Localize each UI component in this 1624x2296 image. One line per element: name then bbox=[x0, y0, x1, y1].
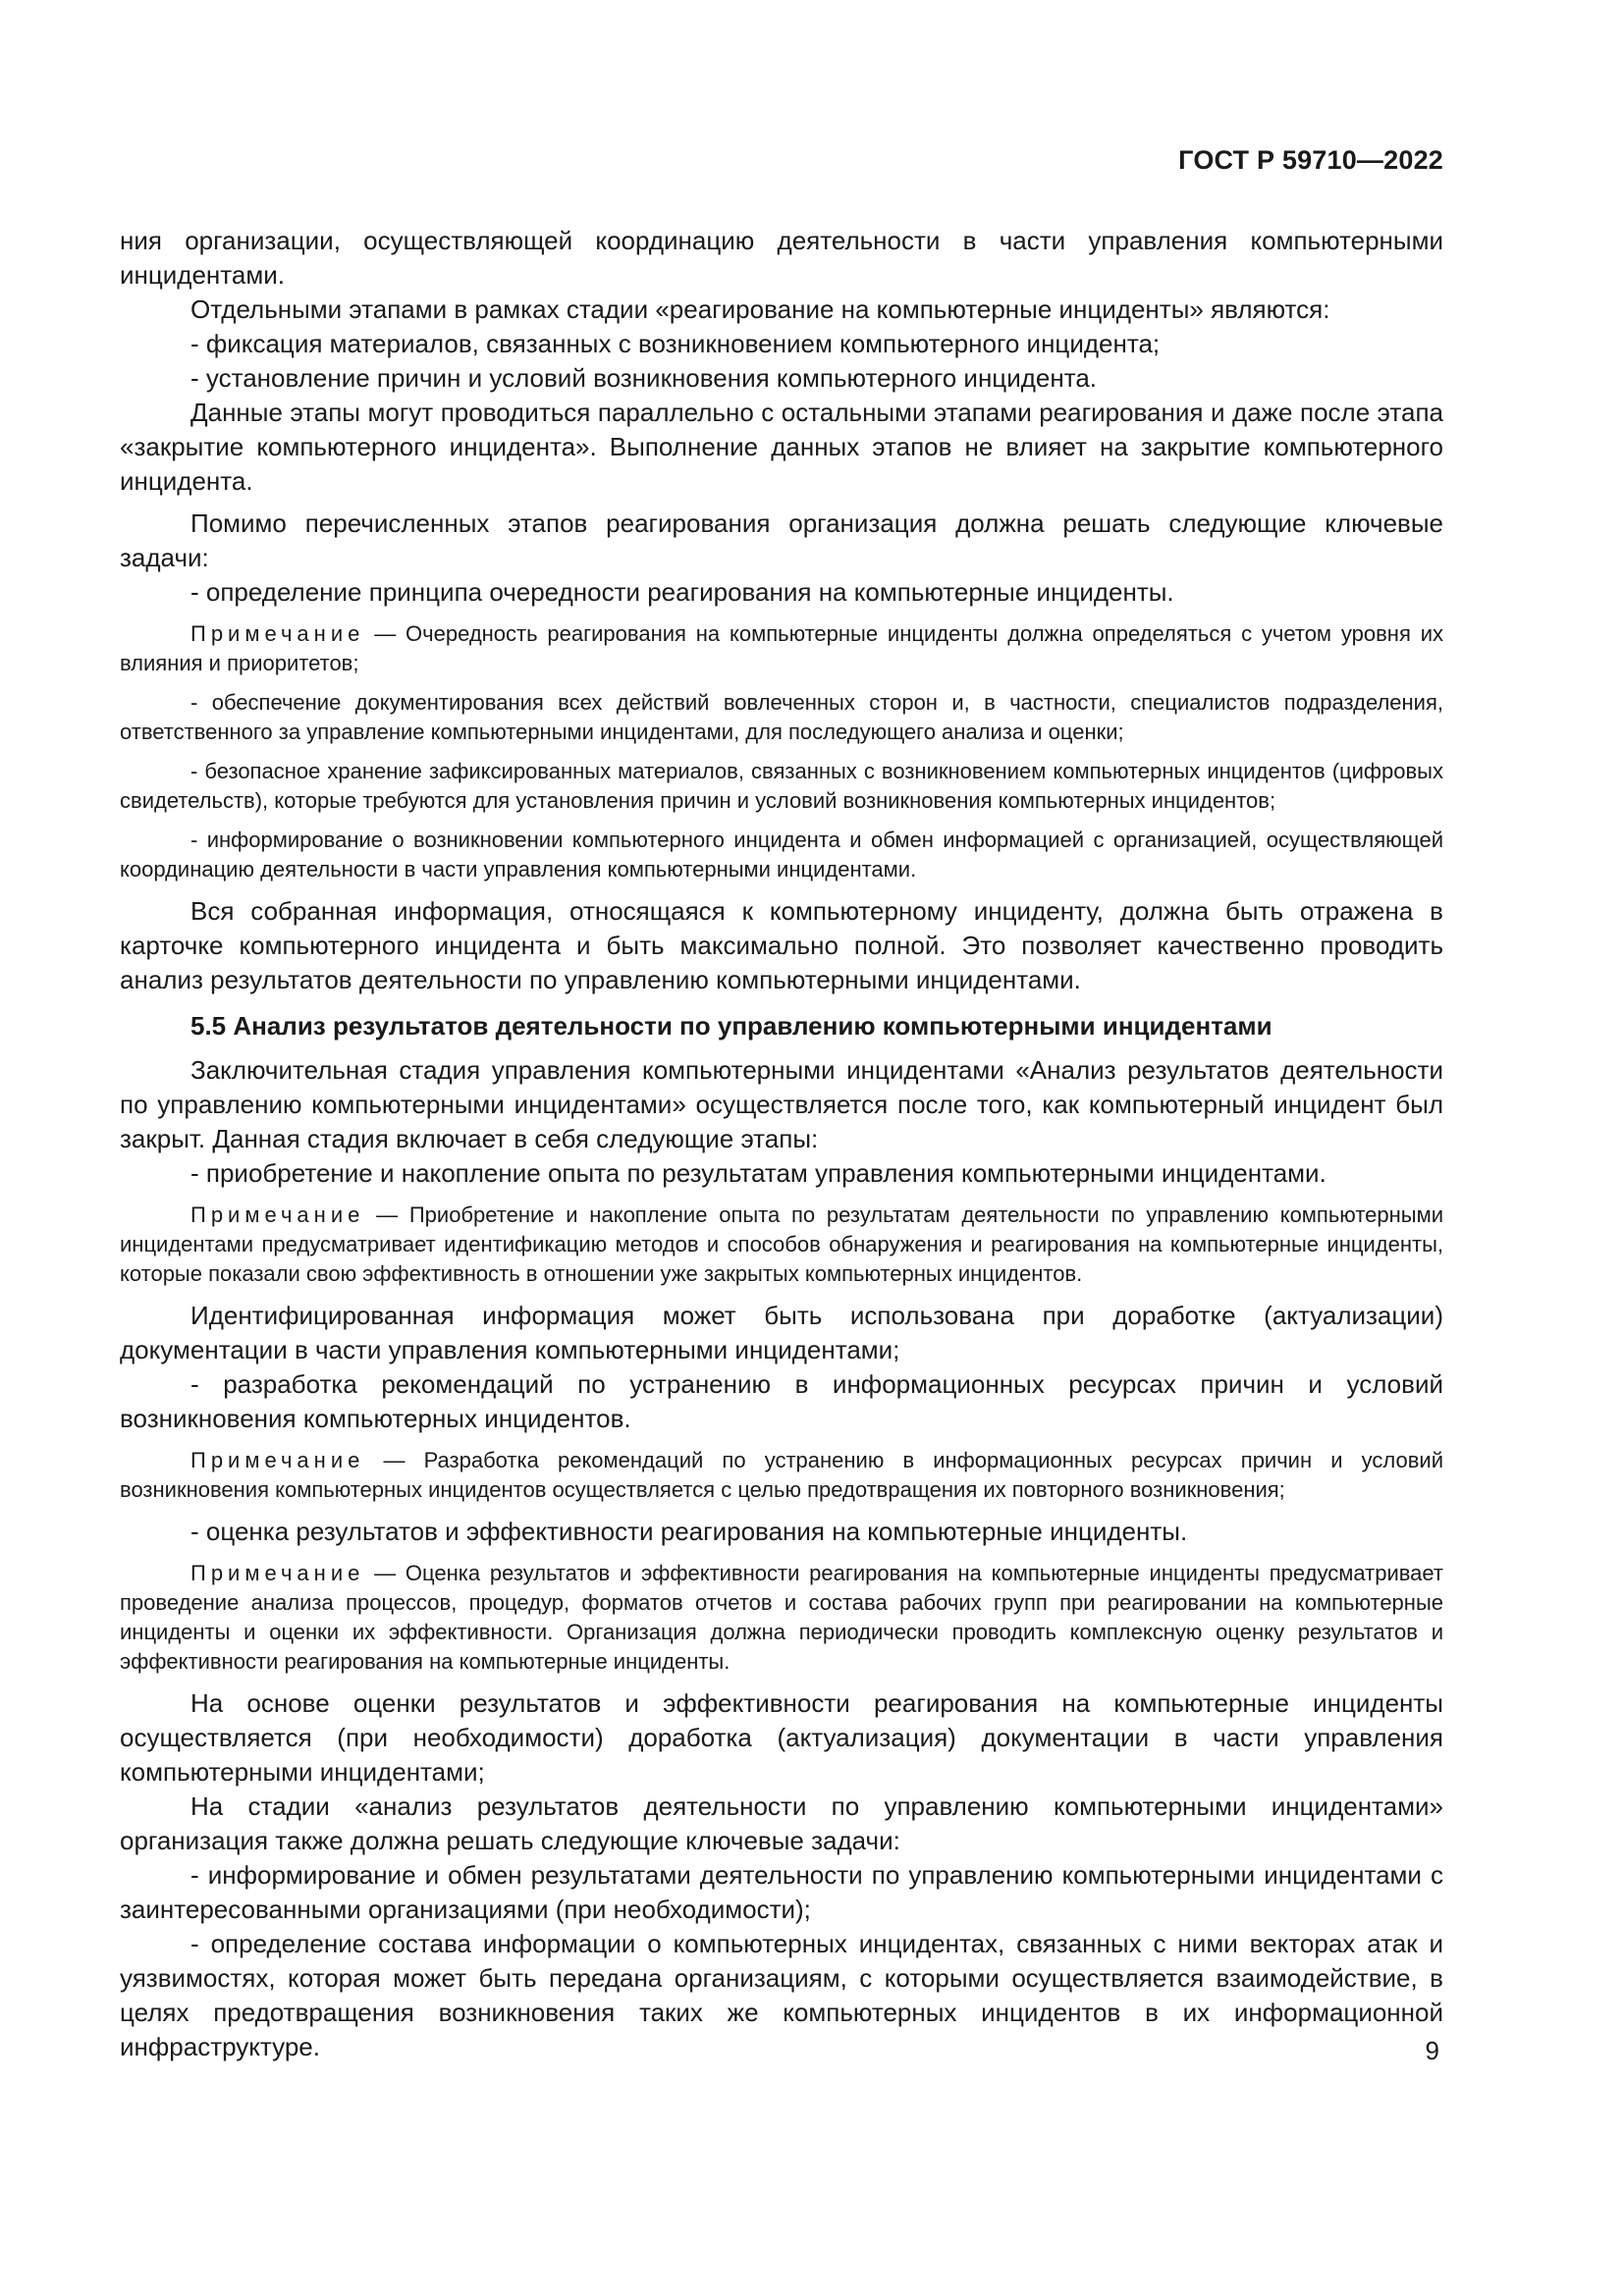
paragraph-text: Заключительная стадия управления компьютерными инцидентами «Анализ результатов деятельности по управлению компьютерными инцидентами» осуществляется после того, как компьютерный инцидент был закрыт. Данная стадия включает в себя следующие этапы: bbox=[120, 1055, 1443, 1153]
list-item bbox=[120, 1858, 1443, 1927]
paragraph-text: - приобретение и накопление опыта по результатам управления компьютерными инцидентами. bbox=[190, 1158, 1326, 1188]
section-heading-text: 5.5 Анализ результатов деятельности по управлению компьютерными инцидентами bbox=[190, 1011, 1272, 1041]
body-paragraph bbox=[120, 1299, 1443, 1367]
note-text: — Очередность реагирования на компьютерные инциденты должна определяться с учетом уровня их влияния и приоритетов; bbox=[120, 621, 1443, 675]
paragraph-text: Вся собранная информация, относящаяся к компьютерному инциденту, должна быть отражена в карточке компьютерного инцидента и быть максимально полной. Это позволяет качественно проводить анализ результатов деятельности по управлению компьютерными инцидентами. bbox=[120, 896, 1443, 994]
paragraph-text: Помимо перечисленных этапов реагирования организация должна решать следующие ключевые задачи: bbox=[120, 508, 1443, 572]
document-id-header: ГОСТ Р 59710—2022 bbox=[1178, 145, 1443, 175]
list-item bbox=[120, 575, 1443, 610]
list-item bbox=[120, 361, 1443, 396]
list-item bbox=[120, 1367, 1443, 1436]
body-paragraph bbox=[120, 293, 1443, 327]
paragraph-text: На стадии «анализ результатов деятельности по управлению компьютерными инцидентами» организация также должна решать следующие ключевые задачи: bbox=[120, 1791, 1443, 1855]
body-paragraph bbox=[120, 1789, 1443, 1858]
note-text: — Оценка результатов и эффективности реагирования на компьютерные инциденты предусматривает проведение анализа процессов, процедур, форматов отчетов и состава рабочих групп при реагировании на компьютерные инциденты и оценки их эффективности. Организация должна периодически проводить комплексную оценку результатов и эффективности реагирования на компьютерные инциденты. bbox=[120, 1561, 1443, 1674]
note-label: Примечание bbox=[190, 1561, 365, 1585]
note-text: - безопасное хранение зафиксированных материалов, связанных с возникновением компьютерных инцидентов (цифровых свидетельств), которые требуются для установления причин и условий возникновения компьютерных инцидентов; bbox=[120, 759, 1443, 813]
body-paragraph bbox=[120, 1053, 1443, 1156]
paragraph-text: - информирование и обмен результатами деятельности по управлению компьютерными инцидентами с заинтересованными организациями (при необходимости); bbox=[120, 1860, 1443, 1924]
note-paragraph bbox=[120, 619, 1443, 678]
paragraph-text: - разработка рекомендаций по устранению в информационных ресурсах причин и условий возникновения компьютерных инцидентов. bbox=[120, 1369, 1443, 1433]
note-label: Примечание bbox=[190, 1202, 365, 1227]
list-item bbox=[120, 1156, 1443, 1191]
body-paragraph bbox=[120, 1686, 1443, 1789]
paragraph-text: - определение состава информации о компьютерных инцидентах, связанных с ними векторах атак и уязвимостях, которая может быть передана организациям, с которыми осуществляется взаимодействие, в целях предотвращения возникновения таких же компьютерных инцидентов в их информационной инфраструктуре. bbox=[120, 1929, 1443, 2061]
page-number: 9 bbox=[1425, 2036, 1439, 2065]
list-item bbox=[120, 327, 1443, 361]
note-text: - информирование о возникновении компьютерного инцидента и обмен информацией с организацией, осуществляющей координацию деятельности в части управления компьютерными инцидентами. bbox=[120, 828, 1443, 881]
note-paragraph bbox=[120, 1446, 1443, 1505]
paragraph-text: Идентифицированная информация может быть использована при доработке (актуализации) документации в части управления компьютерными инцидентами; bbox=[120, 1301, 1443, 1364]
note-label: Примечание bbox=[190, 621, 365, 646]
note-text: — Приобретение и накопление опыта по результатам деятельности по управлению компьютерными инцидентами предусматривает идентификацию методов и способов обнаружения и реагирования на компьютерные инциденты, которые показали свою эффективность в отношении уже закрытых компьютерных инцидентов. bbox=[120, 1202, 1443, 1286]
paragraph-text: ния организации, осуществляющей координацию деятельности в части управления компьютерными инцидентами. bbox=[120, 226, 1443, 290]
note-list-item bbox=[120, 826, 1443, 884]
body-paragraph bbox=[120, 224, 1443, 293]
paragraph-text: Отдельными этапами в рамках стадии «реагирование на компьютерные инциденты» являются: bbox=[190, 294, 1330, 324]
section-heading bbox=[120, 1009, 1443, 1043]
note-list-item bbox=[120, 757, 1443, 816]
paragraph-text: - фиксация материалов, связанных с возникновением компьютерного инцидента; bbox=[190, 329, 1161, 358]
paragraph-text: - оценка результатов и эффективности реагирования на компьютерные инциденты. bbox=[190, 1517, 1188, 1546]
paragraph-text: Данные этапы могут проводиться параллельно с остальными этапами реагирования и даже после этапа «закрытие компьютерного инцидента». Выполнение данных этапов не влияет на закрытие компьютерного инцидента. bbox=[120, 398, 1443, 496]
paragraph-text: - определение принципа очередности реагирования на компьютерные инциденты. bbox=[190, 577, 1174, 607]
list-item bbox=[120, 1515, 1443, 1549]
list-item bbox=[120, 1927, 1443, 2064]
paragraph-text: - установление причин и условий возникновения компьютерного инцидента. bbox=[190, 363, 1098, 393]
note-list-item bbox=[120, 688, 1443, 747]
note-label: Примечание bbox=[190, 1448, 365, 1472]
paragraph-text: На основе оценки результатов и эффективности реагирования на компьютерные инциденты осуществляется (при необходимости) доработка (актуализация) документации в части управления компьютерными инцидентами; bbox=[120, 1688, 1443, 1787]
note-text: — Разработка рекомендаций по устранению в информационных ресурсах причин и условий возникновения компьютерных инцидентов осуществляется с целью предотвращения их повторного возникновения; bbox=[120, 1448, 1443, 1502]
body-paragraph bbox=[120, 507, 1443, 575]
note-text: - обеспечение документирования всех действий вовлеченных сторон и, в частности, специалистов подразделения, ответственного за управление компьютерными инцидентами, для последующего анализа и оценки; bbox=[120, 690, 1443, 744]
document-body bbox=[120, 224, 1443, 2064]
body-paragraph bbox=[120, 894, 1443, 997]
note-paragraph bbox=[120, 1559, 1443, 1677]
body-paragraph bbox=[120, 396, 1443, 499]
note-paragraph bbox=[120, 1201, 1443, 1289]
